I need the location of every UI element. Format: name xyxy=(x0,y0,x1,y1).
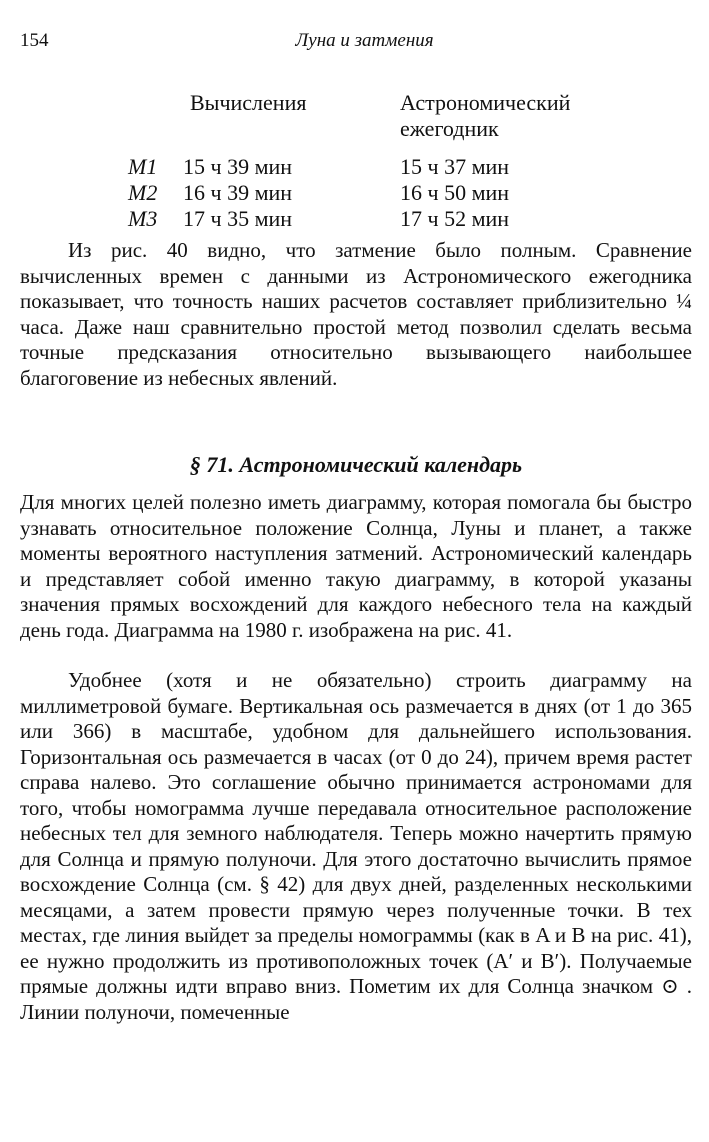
almanac-value: 17 ч 52 мин xyxy=(400,206,510,231)
section-heading: § 71. Астрономический календарь xyxy=(189,452,523,477)
almanac-value: 16 ч 50 мин xyxy=(400,180,510,205)
almanac-value: 15 ч 37 мин xyxy=(400,154,510,179)
column-header-calculations: Вычисления xyxy=(190,90,307,115)
paragraph-calendar-intro: Для многих целей полезно иметь диаграмму, которая помогала бы быстро узнавать относительное положение Солнца, Луны и планет, а также моменты вероятного наступления затмений. Астрономический календарь и представляет собой именно такую диаграмму, в которой указаны значения прямых восхождений для каждого небесного тела на каждый день года. Диаграмма на 1980 г. изображена на рис. 41. xyxy=(20,490,692,642)
table-row xyxy=(128,206,570,232)
calc-value: 15 ч 39 мин xyxy=(183,154,293,179)
table-header-row xyxy=(128,90,570,142)
column-header-almanac-line2: ежегодник xyxy=(400,116,499,141)
column-header-almanac-line1: Астрономический xyxy=(400,90,571,115)
paragraph-calendar-construction: Удобнее (хотя и не обязательно) строить диаграмму на миллиметровой бумаге. Вертикальная ось размечается в днях (от 1 до 365 или 366) в масштабе, удобном для дальнейшего использования. Горизонтальная ось размечается в часах (от 0 до 24), причем время растет справа налево. Это соглашение обычно принимается астрономами для того, чтобы номограмма лучше передавала относительное расположение небесных тел для земного наблюдателя. Теперь можно начертить прямую для Солнца и прямую полуночи. Для этого достаточно вычислить прямое восхождение Солнца (см. § 42) для двух дней, разделенных несколькими месяцами, а затем провести прямую через полученные точки. В тех местах, где линия выйдет за пределы номограммы (как в A и B на рис. 41), ее нужно продолжить из противоположных точек (A′ и B′). Получаемые прямые должны идти вправо вниз. Пометим их для Солнца значком ⊙ . Линии полуночи, помеченные xyxy=(20,668,692,1024)
calc-value: 16 ч 39 мин xyxy=(183,180,293,205)
calc-value: 17 ч 35 мин xyxy=(183,206,293,231)
column-header-almanac xyxy=(400,90,570,142)
row-label: M2 xyxy=(128,180,158,205)
paragraph-eclipse-conclusion: Из рис. 40 видно, что затмение было полным. Сравнение вычисленных времен с данными из Астрономического ежегодника показывает, что точность наших расчетов составляет приблизительно ¼ часа. Даже наш сравнительно простой метод позволил сделать весьма точные предсказания относительно вызывающего наибольшее благоговение из небесных явлений. xyxy=(20,238,692,390)
running-title: Луна и затмения xyxy=(295,30,434,51)
page-number: 154 xyxy=(20,30,49,51)
row-label: M3 xyxy=(128,206,158,231)
table-row xyxy=(128,180,570,206)
table-row xyxy=(128,154,570,180)
row-label: M1 xyxy=(128,154,158,179)
results-table xyxy=(128,90,570,232)
